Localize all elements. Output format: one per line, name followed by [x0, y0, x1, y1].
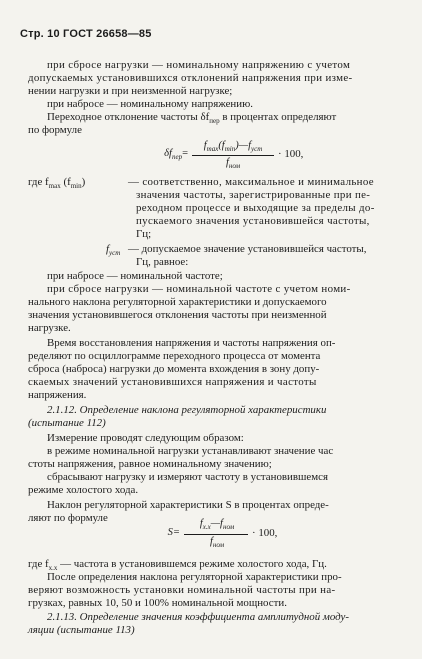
page-header: Стр. 10 ГОСТ 26658—85	[20, 28, 152, 40]
section-heading: ляции (испытание 113)	[28, 624, 135, 636]
text-line: — допускаемое значение установившейся частоты,	[128, 243, 367, 255]
formula2-numerator: $f_{х.х}—f_{ном}$	[199, 518, 235, 532]
text-line: допускаемых установившихся отклонений напряжения при изме-	[28, 72, 353, 84]
text-line: веряют возможность установки номинальной частоты при на-	[28, 584, 336, 596]
text-line: при набросе — номинальной частоте;	[47, 270, 223, 282]
text-line: где $f_{max}$ $(f_{min})$	[28, 176, 86, 191]
text-line: по формуле	[28, 124, 82, 136]
formula2-denominator: $f_{ном}$	[209, 536, 225, 550]
formula1-tail: · 100,	[278, 148, 304, 160]
text-line: сбрасывают нагрузку и измеряют частоту в установившемся	[47, 471, 328, 483]
section-heading: 2.1.12. Определение наклона регуляторной характеристики	[47, 404, 327, 416]
text-line: грузках, равных 10, 50 и 100% номинальной мощности.	[28, 597, 287, 609]
formula2-lhs: S=	[167, 527, 180, 538]
text-line: значения установившегося отклонения частоты при неизменной	[28, 309, 327, 321]
text-line: Гц, равное:	[136, 256, 189, 268]
formula1-lhs: $\delta f_{пер}=$	[164, 148, 188, 162]
text-line: при набросе — номинальному напряжению.	[47, 98, 253, 110]
text-line: нагрузке.	[28, 322, 71, 334]
text-line: Переходное отклонение частоты $\delta f_{пер}$ в процентах определяют	[47, 111, 337, 126]
text-line: ределяют по осциллограмме переходного процесса от момента	[28, 350, 321, 362]
text-line: значения частоты, зарегистрированные при пе-	[136, 189, 371, 201]
text-line: режиме холостого хода.	[28, 484, 139, 496]
text-line: После определения наклона регуляторной характеристики про-	[47, 571, 342, 583]
text-line: нении нагрузки и при неизменной нагрузке;	[28, 85, 233, 97]
text-line: скаемых значений установившихся напряжения и частоты	[28, 376, 317, 388]
text-line: Измерение проводят следующим образом:	[47, 432, 244, 444]
fraction-bar	[192, 155, 274, 156]
formula1-denominator: $f_{ном}$	[225, 157, 241, 171]
text-line: реходном процессе и выходящие за пределы до-	[136, 202, 375, 214]
text-line: сброса (наброса) нагрузки до момента вхождения в зону допу-	[28, 363, 320, 375]
text-line: нального наклона регуляторной характеристики и допускаемого	[28, 296, 327, 308]
text-line: в режиме номинальной нагрузки устанавливают значение час	[47, 445, 334, 457]
formula2-tail: · 100,	[252, 527, 278, 539]
text-line: стоты напряжения, равное номинальному значению;	[28, 458, 272, 470]
fraction-bar	[184, 534, 248, 535]
section-heading: (испытание 112)	[28, 417, 106, 429]
text-line: Наклон регуляторной характеристики S в процентах опреде-	[47, 499, 329, 511]
text-line: где $f_{х.х}$ — частота в установившемся режиме холостого хода, Гц.	[28, 558, 327, 573]
text-line: ляют по формуле	[28, 512, 108, 524]
text-line: Время восстановления напряжения и частоты напряжения оп-	[47, 337, 336, 349]
text-line: — соответственно, максимальное и минимальное	[128, 176, 374, 188]
text-line: напряжения.	[28, 389, 87, 401]
section-heading: 2.1.13. Определение значения коэффициента амплитудной моду-	[47, 611, 349, 623]
text-line: $f_{уст}$	[106, 243, 121, 258]
text-line: Гц;	[136, 228, 152, 240]
text-line: при сбросе нагрузки — номинальному напряжению с учетом	[47, 59, 351, 71]
text-line: пускаемого значения установившейся частоты,	[136, 215, 370, 227]
text-line: при сбросе нагрузки — номинальной частоте с учетом номи-	[47, 283, 351, 295]
formula1-numerator: $f_{max}(f_{min})—f_{уст}$	[203, 140, 263, 154]
